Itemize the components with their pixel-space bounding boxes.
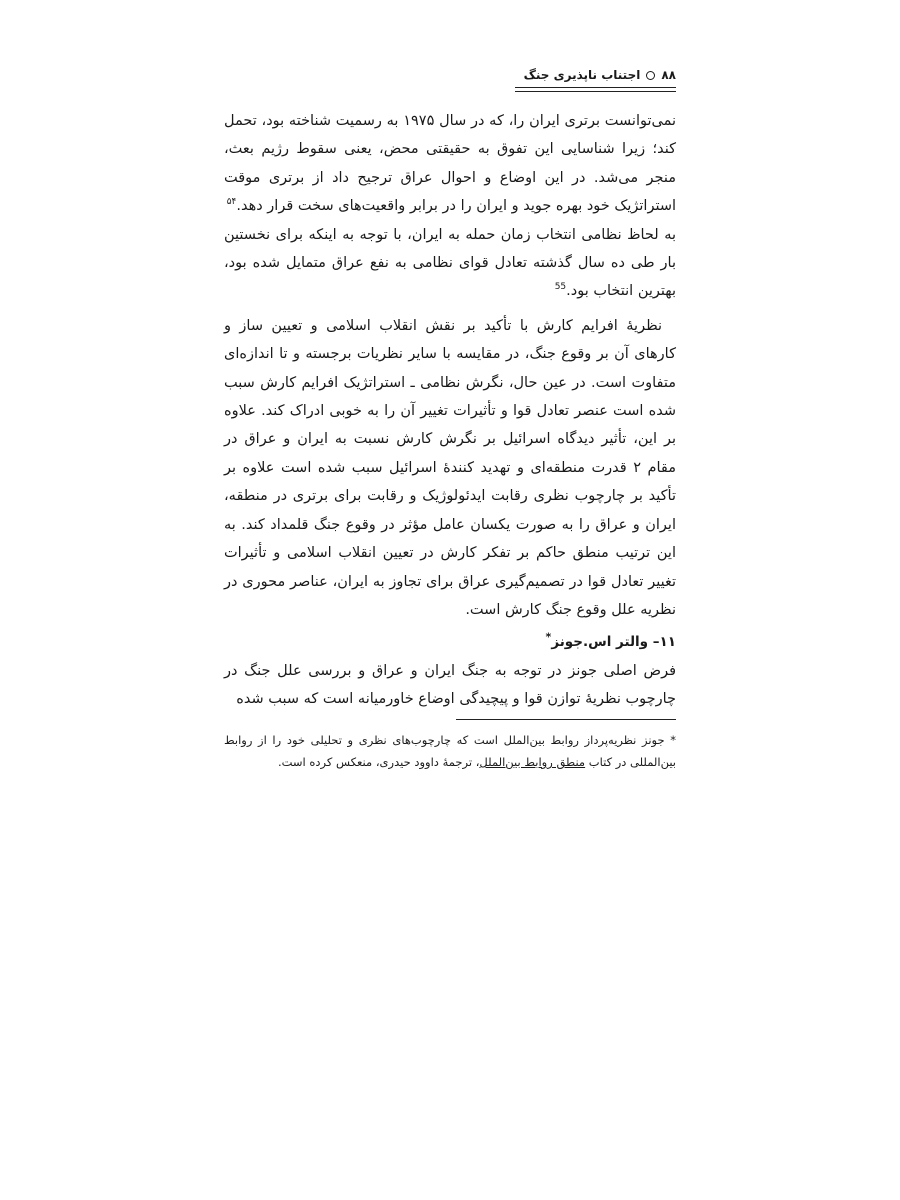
body-text <box>224 107 676 714</box>
footnote-mark: * <box>545 630 552 644</box>
circle-separator-icon <box>646 71 655 80</box>
footnote-rule <box>456 719 676 720</box>
paragraph-4: فرض اصلی جونز در توجه به جنگ ایران و عراق و بررسی علل جنگ در چارچوب نظریهٔ توازن قوا و پیچیدگی اوضاع خاورمیانه است که سبب شده <box>224 662 676 708</box>
paragraph-2-text: به لحاظ نظامی انتخاب زمان حمله به ایران، با توجه به اینکه برای نخستین بار طی ده سال گذشته تعادل قوای نظامی به نفع عراق متمایل شده بود، بهترین انتخاب بود. <box>224 226 676 300</box>
note-ref-55: 55 <box>554 282 567 293</box>
paragraph-1 <box>224 107 676 306</box>
header-rule-top <box>515 87 676 88</box>
paragraph-1-text: نمی‌توانست برتری ایران را، که در سال ۱۹۷۵ به رسمیت شناخته بود، تحمل کند؛ زیرا شناسایی این تفوق به حقیقتی محض، یعنی سقوط رژیم بعث، منجر می‌شد. در این اوضاع و احوال عراق ترجیح داد از برتری موقت استراتژیک خود بهره جوید و ایران را در برابر واقعیت‌های سخت قرار دهد. <box>224 113 676 215</box>
footnote-tail: ، ترجمهٔ داوود حیدری، منعکس کرده است. <box>277 755 480 769</box>
running-title: اجتناب ناپذیری جنگ <box>523 68 641 82</box>
note-ref-54: ۵۴ <box>226 197 237 208</box>
paragraph-3: نظریهٔ افرایم کارش با تأکید بر نقش انقلاب اسلامی و تعیین ساز و کارهای آن بر وقوع جنگ، در مقایسه با سایر نظریات برجسته و تا اندازه‌ای متفاوت است. در عین حال، نگرش نظامی ـ استراتژیک افرایم کارش سبب شده است عنصر تعادل قوا و تأثیرات تغییر آن را به خوبی ادراک کند. علاوه بر این، تأثیر دیدگاه اسرائیل بر نگرش کارش نسبت به ایران و عراق در مقام ۲ قدرت منطقه‌ای و تهدید کنندهٔ اسرائیل سبب شده است علاوه بر تأکید بر چارچوب نظری رقابت ایدئولوژیک و رقابت برای برتری در منطقه، ایران و عراق را به صورت یکسان عامل مؤثر در وقوع جنگ قلمداد کند. به این ترتیب منطق حاکم بر تفکر کارش در تعیین انقلاب اسلامی و تأثیرات تغییر تعادل قوا در تصمیم‌گیری عراق برای تجاوز به ایران، عناصر محوری در نظریه علل وقوع جنگ کارش است. <box>224 317 677 618</box>
footnote-lead: * جونز نظریه‌پرداز روابط بین‌الملل است که چارچوب‌های نظری و تحلیلی خود را از روابط بین‌المللی در کتاب <box>224 733 676 769</box>
section-heading-text: ۱۱– والتر اس.جونز <box>551 634 676 651</box>
footnote <box>224 729 676 773</box>
page-number: ۸۸ <box>661 68 676 82</box>
header-rule-bottom <box>515 91 676 92</box>
running-header <box>515 66 676 84</box>
footnote-book-title: منطق روابط بین‌الملل <box>479 755 586 769</box>
section-heading <box>224 628 676 656</box>
